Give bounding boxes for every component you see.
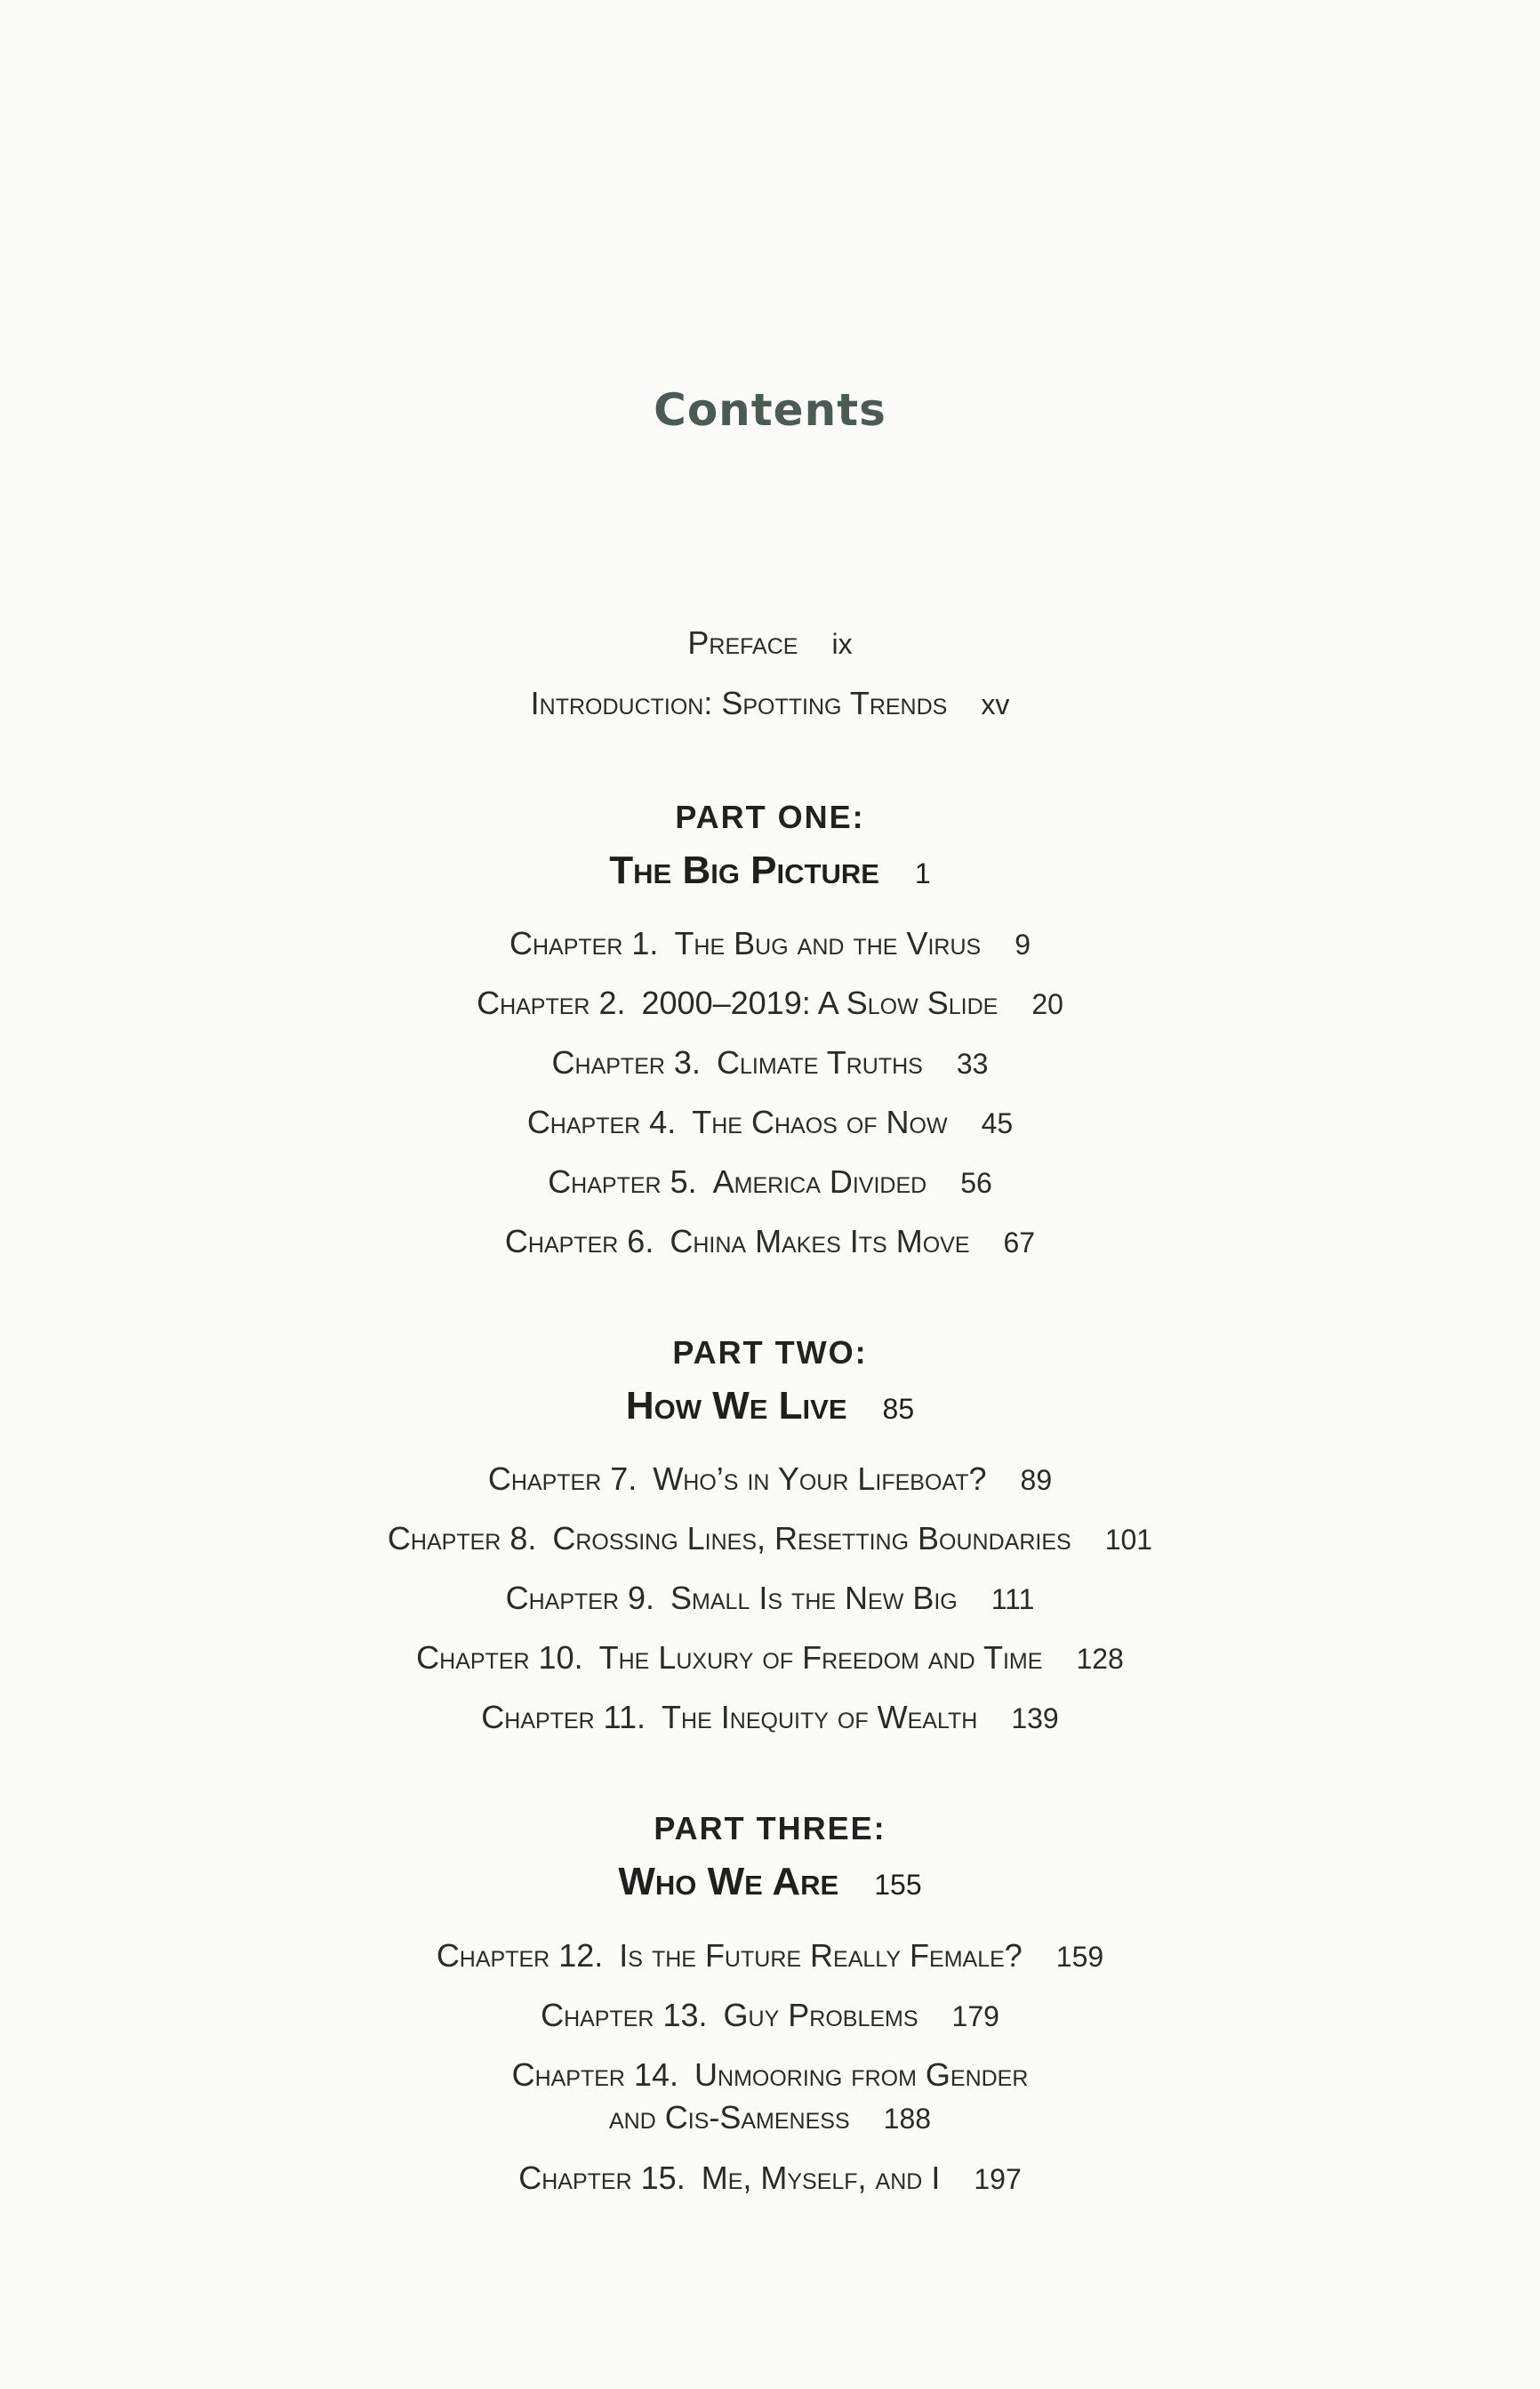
toc-page-number: 1 bbox=[914, 857, 931, 889]
part-title-text: How We Live bbox=[625, 1384, 847, 1428]
toc-entry-preface[interactable] bbox=[0, 624, 1540, 662]
toc-page-number: 89 bbox=[1020, 1464, 1053, 1496]
part-two-label: PART TWO: bbox=[672, 1334, 868, 1371]
toc-entry-chapter-3[interactable] bbox=[0, 1044, 1540, 1082]
part-title-text: The Big Picture bbox=[609, 849, 879, 892]
part-three-title[interactable] bbox=[0, 1860, 1540, 1904]
chapter-title: China Makes Its Move bbox=[670, 1223, 970, 1259]
chapter-title: The Bug and the Virus bbox=[674, 925, 982, 961]
toc-page-number: xv bbox=[981, 688, 1010, 720]
page-title: Contents bbox=[654, 384, 886, 436]
chapter-number: Chapter 10. bbox=[416, 1639, 583, 1676]
chapter-number: Chapter 6. bbox=[504, 1223, 654, 1259]
chapter-title: Climate Truths bbox=[716, 1044, 923, 1081]
toc-entry-chapter-11[interactable] bbox=[0, 1699, 1540, 1736]
chapter-number: Chapter 9. bbox=[505, 1580, 655, 1616]
chapter-title: Crossing Lines, Resetting Boundaries bbox=[552, 1520, 1071, 1556]
toc-entry-chapter-5[interactable] bbox=[0, 1163, 1540, 1201]
chapter-number: Chapter 2. bbox=[477, 985, 626, 1021]
chapter-title: Small Is the New Big bbox=[670, 1580, 958, 1616]
chapter-number: Chapter 15. bbox=[518, 2160, 686, 2196]
chapter-number: Chapter 3. bbox=[551, 1044, 701, 1081]
chapter-title: Who’s in Your Lifeboat? bbox=[653, 1460, 987, 1497]
toc-entry-chapter-12[interactable] bbox=[0, 1937, 1540, 1975]
toc-page-number: 155 bbox=[874, 1869, 922, 1901]
toc-entry-introduction[interactable] bbox=[0, 685, 1540, 722]
chapter-title: Is the Future Really Female? bbox=[619, 1937, 1023, 1974]
chapter-title: Guy Problems bbox=[723, 1997, 918, 2033]
toc-page-number: 159 bbox=[1055, 1941, 1104, 1973]
chapter-title: 2000–2019: A Slow Slide bbox=[641, 985, 999, 1021]
toc-entry-chapter-14[interactable] bbox=[0, 2056, 1540, 2094]
toc-page-number: 9 bbox=[1015, 929, 1031, 961]
part-title-text: Who We Are bbox=[618, 1860, 839, 1903]
toc-entry-chapter-4[interactable] bbox=[0, 1104, 1540, 1141]
toc-page-number: 67 bbox=[1003, 1227, 1036, 1259]
chapter-title-continued: and Cis-Sameness bbox=[608, 2099, 850, 2136]
chapter-number: Chapter 1. bbox=[509, 925, 659, 961]
toc-entry-chapter-13[interactable] bbox=[0, 1997, 1540, 2034]
toc-entry-title: Preface bbox=[687, 624, 798, 661]
chapter-number: Chapter 4. bbox=[526, 1104, 677, 1140]
toc-page-number: 85 bbox=[882, 1393, 915, 1425]
chapter-number: Chapter 11. bbox=[481, 1699, 646, 1735]
toc-entry-title: Introduction: Spotting Trends bbox=[530, 685, 948, 721]
toc-page-number: 56 bbox=[960, 1167, 992, 1199]
toc-page-number: 45 bbox=[981, 1107, 1014, 1139]
chapter-number: Chapter 5. bbox=[548, 1163, 697, 1200]
chapter-title: America Divided bbox=[712, 1163, 927, 1200]
chapter-number: Chapter 7. bbox=[487, 1460, 638, 1497]
toc-page-number: 111 bbox=[991, 1583, 1035, 1615]
toc-entry-chapter-6[interactable] bbox=[0, 1223, 1540, 1260]
chapter-title: The Inequity of Wealth bbox=[662, 1699, 978, 1735]
chapter-title: Me, Myself, and I bbox=[701, 2160, 941, 2196]
toc-page-number: 128 bbox=[1076, 1643, 1124, 1675]
part-one-title[interactable] bbox=[0, 849, 1540, 893]
toc-page-number: 101 bbox=[1104, 1524, 1153, 1556]
part-three-label: PART THREE: bbox=[654, 1810, 886, 1846]
toc-entry-chapter-10[interactable] bbox=[0, 1639, 1540, 1677]
toc-page-number: 33 bbox=[956, 1048, 989, 1080]
part-two-title[interactable] bbox=[0, 1384, 1540, 1428]
toc-page-number: 188 bbox=[883, 2103, 932, 2135]
part-one-label: PART ONE: bbox=[675, 799, 865, 835]
toc-entry-chapter-8[interactable] bbox=[0, 1520, 1540, 1557]
chapter-title: Unmooring from Gender bbox=[694, 2056, 1029, 2093]
toc-entry-chapter-15[interactable] bbox=[0, 2160, 1540, 2197]
chapter-title: The Chaos of Now bbox=[692, 1104, 948, 1140]
toc-page-number: 20 bbox=[1031, 988, 1063, 1020]
toc-entry-chapter-2[interactable] bbox=[0, 985, 1540, 1022]
toc-entry-chapter-1[interactable] bbox=[0, 925, 1540, 962]
toc-page-number: 179 bbox=[951, 2000, 999, 2032]
toc-entry-chapter-14-continued[interactable] bbox=[0, 2099, 1540, 2136]
toc-entry-chapter-7[interactable] bbox=[0, 1460, 1540, 1498]
chapter-number: Chapter 12. bbox=[436, 1937, 604, 1974]
chapter-number: Chapter 14. bbox=[511, 2056, 679, 2093]
chapter-number: Chapter 13. bbox=[541, 1997, 708, 2033]
toc-entry-chapter-9[interactable] bbox=[0, 1580, 1540, 1617]
toc-page-number: 197 bbox=[974, 2163, 1022, 2195]
toc-page-number: 139 bbox=[1011, 1702, 1059, 1734]
chapter-title: The Luxury of Freedom and Time bbox=[598, 1639, 1043, 1676]
toc-page-number: ix bbox=[831, 628, 853, 660]
chapter-number: Chapter 8. bbox=[387, 1520, 537, 1556]
